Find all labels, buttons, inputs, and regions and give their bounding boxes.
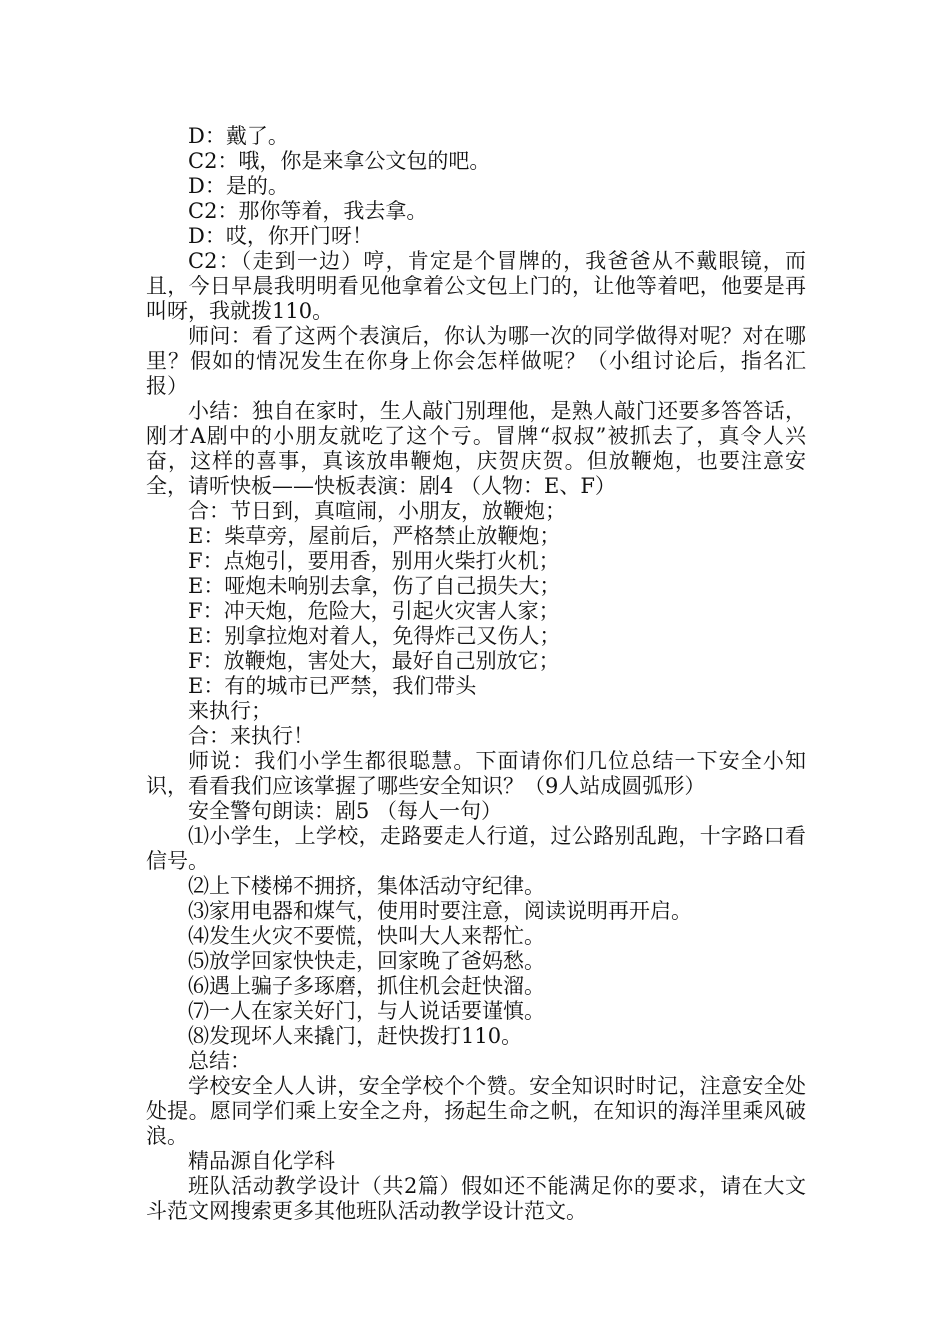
rhyme-line: 来执行； [188, 699, 272, 723]
dialogue-line: D：哎，你开门呀！ [188, 224, 373, 248]
section-heading: 安全警句朗读：剧5 （每人一句） [188, 799, 503, 823]
safety-slogan: ⑷发生火灾不要慌，快叫大人来帮忙。 [188, 924, 545, 948]
teacher-question: 师问：看了这两个表演后，你认为哪一次的同学做得对呢？对在哪里？假如的情况发生在你身上你会怎样做呢？（小组讨论后，指名汇报） [146, 324, 806, 398]
safety-slogan: ⑸放学回家快快走，回家晚了爸妈愁。 [188, 949, 545, 973]
rhyme-line: F：冲天炮，危险大，引起火灾害人家； [188, 599, 560, 623]
conclusion-heading: 总结： [188, 1049, 251, 1073]
dialogue-line: D：戴了。 [188, 124, 289, 148]
safety-slogan: ⑵上下楼梯不拥挤，集体活动守纪律。 [188, 874, 545, 898]
rhyme-line: F：放鞭炮，害处大，最好自己别放它； [188, 649, 560, 673]
rhyme-line: E：别拿拉炮对着人，免得炸己又伤人； [188, 624, 561, 648]
source-note: 精品源自化学科 [188, 1149, 335, 1173]
safety-slogan: ⑴小学生，上学校，走路要走人行道，过公路别乱跑，十字路口看信号。 [146, 824, 806, 873]
safety-slogan: ⑶家用电器和煤气，使用时要注意，阅读说明再开启。 [188, 899, 692, 923]
safety-slogan: ⑺一人在家关好门，与人说话要谨慎。 [188, 999, 545, 1023]
rhyme-line: E：哑炮未响别去拿，伤了自己损失大； [188, 574, 561, 598]
footer-note: 班队活动教学设计（共2篇）假如还不能满足你的要求，请在大文斗范文网搜索更多其他班队活动教学设计范文。 [146, 1174, 806, 1223]
safety-slogan: ⑻发现坏人来撬门，赶快拨打110。 [188, 1024, 523, 1048]
rhyme-line: E：柴草旁，屋前后，严格禁止放鞭炮； [188, 524, 561, 548]
summary-paragraph: 小结：独自在家时，生人敲门别理他，是熟人敲门还要多答答话，刚才A剧中的小朋友就吃了这个亏。冒牌“叔叔”被抓去了，真令人兴奋，这样的喜事，真该放串鞭炮，庆贺庆贺。但放鞭炮，也要注意安全，请听快板——快板表演：剧4 （人物：E、F） [146, 399, 806, 498]
dialogue-line: C2：哦，你是来拿公文包的吧。 [188, 149, 491, 173]
conclusion-paragraph: 学校安全人人讲，安全学校个个赞。安全知识时时记，注意安全处处提。愿同学们乘上安全之舟，扬起生命之帆，在知识的海洋里乘风破浪。 [146, 1074, 806, 1148]
rhyme-line: E：有的城市已严禁，我们带头 [188, 674, 477, 698]
teacher-remark: 师说：我们小学生都很聪慧。下面请你们几位总结一下安全小知识，看看我们应该掌握了哪些安全知识？（9人站成圆弧形） [146, 749, 806, 798]
safety-slogan: ⑹遇上骗子多琢磨，抓住机会赶快溜。 [188, 974, 545, 998]
document-page [146, 124, 806, 1224]
rhyme-line: 合：来执行！ [188, 724, 314, 748]
dialogue-line: C2：那你等着，我去拿。 [188, 199, 428, 223]
dialogue-line: D：是的。 [188, 174, 289, 198]
rhyme-line: F：点炮引，要用香，别用火柴打火机； [188, 549, 560, 573]
dialogue-paragraph: C2：（走到一边）哼，肯定是个冒牌的，我爸爸从不戴眼镜，而且，今日早晨我明明看见他拿着公文包上门的，让他等着吧，他要是再叫呀，我就拨110。 [146, 249, 806, 323]
rhyme-line: 合：节日到，真喧闹，小朋友，放鞭炮； [188, 499, 566, 523]
